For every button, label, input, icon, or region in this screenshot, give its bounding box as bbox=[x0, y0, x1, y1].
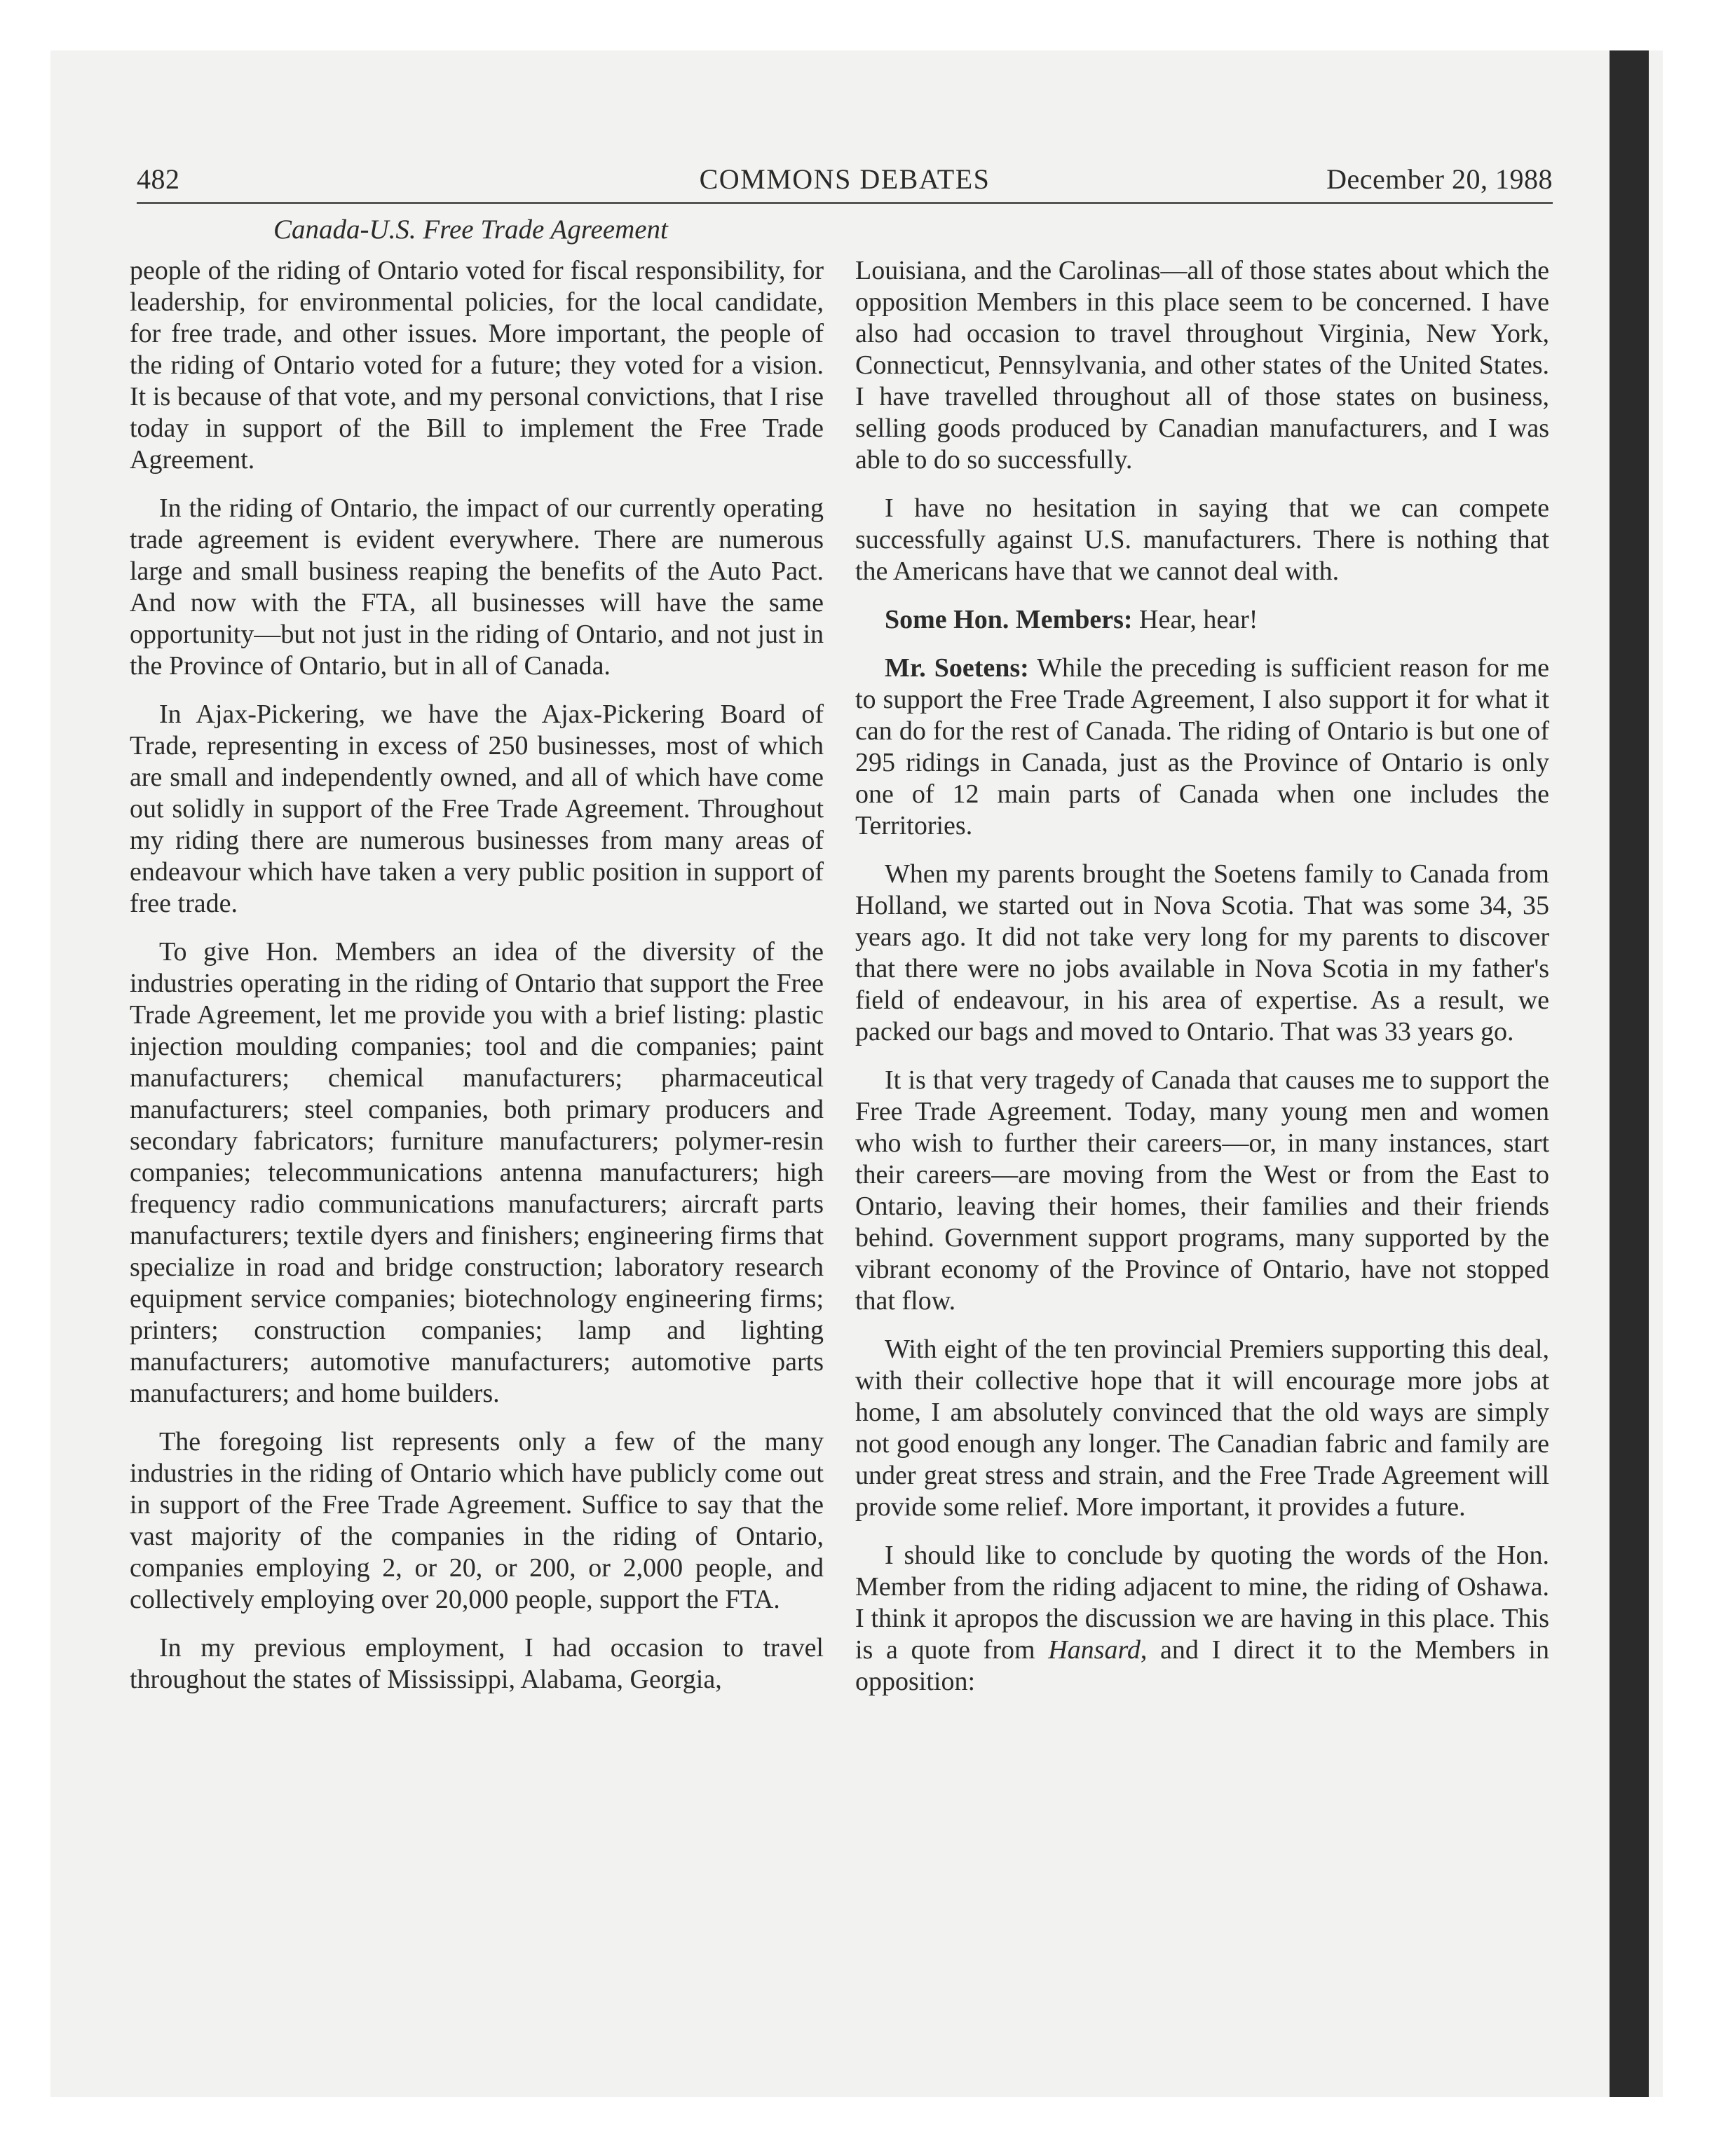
binding-edge bbox=[1610, 50, 1649, 2097]
publication-date: December 20, 1988 bbox=[1326, 163, 1553, 195]
paragraph: Louisiana, and the Carolinas—all of those states about which the opposition Members in this place seem to be concerned. I have also had occasion to travel throughout Virginia, New York, Connecticut, Pennsylvania, and other states of the United States. I have travelled throughout all of those states on business, selling goods produced by Canadian manufacturers, and I was able to do so successfully. bbox=[855, 256, 1549, 475]
hansard-citation: Hansard bbox=[1048, 1635, 1141, 1665]
right-column bbox=[855, 255, 1549, 1714]
paragraph: The foregoing list represents only a few of the many industries in the riding of Ontario which have publicly come out in support of the Free Trade Agreement. Suffice to say that the vast majority of the companies in the riding of Ontario, companies employing 2, or 20, or 200, or 2,000 people, and collectively employing over 20,000 people, support the FTA. bbox=[130, 1427, 824, 1614]
section-subheading: Canada-U.S. Free Trade Agreement bbox=[273, 214, 668, 245]
speaker-name: Mr. Soetens: bbox=[885, 653, 1029, 683]
interjection-text: Hear, hear! bbox=[1139, 605, 1258, 634]
paragraph: When my parents brought the Soetens family to Canada from Holland, we started out in Nova Scotia. That was some 34, 35 years ago. It did not take very long for my parents to discover that there were no jobs available in Nova Scotia in my father's field of endeavour, in his area of expertise. As a result, we packed our bags and moved to Ontario. That was 33 years go. bbox=[855, 859, 1549, 1046]
paragraph: With eight of the ten provincial Premiers supporting this deal, with their collective hope that it will encourage more jobs at home, I am absolutely convinced that the old ways are simply not good enough any longer. The Canadian fabric and family are under great stress and strain, and the Free Trade Agreement will provide some relief. More important, it provides a future. bbox=[855, 1335, 1549, 1522]
paragraph-text: , and I direct it to the Members in opposition: bbox=[855, 1635, 1549, 1696]
paragraph: In my previous employment, I had occasion to travel throughout the states of Mississippi, Alabama, Georgia, bbox=[130, 1633, 824, 1694]
left-column bbox=[130, 255, 824, 1712]
paragraph: It is that very tragedy of Canada that causes me to support the Free Trade Agreement. Today, many young men and women who wish to further their careers—or, in many instances, start their careers—are moving from the West or from the East to Ontario, leaving their homes, their families and their friends behind. Government support programs, many supported by the vibrant economy of the Province of Ontario, have not stopped that flow. bbox=[855, 1065, 1549, 1316]
speech-paragraph bbox=[855, 653, 1549, 842]
running-header bbox=[137, 160, 1553, 204]
speech-text: While the preceding is sufficient reason for me to support the Free Trade Agreement, I also support it for what it can do for the rest of Canada. The riding of Ontario is but one of 295 ridings in Canada, just as the Province of Ontario is only one of 12 main parts of Canada when one includes the Territories. bbox=[855, 653, 1549, 840]
publication-title: COMMONS DEBATES bbox=[699, 163, 991, 195]
paragraph-text: I should like to conclude by quoting the words of the Hon. Member from the riding adjacent to mine, the riding of Oshawa. I think it apropos the discussion we are having in this place. This is a quote from bbox=[855, 1541, 1549, 1665]
paragraph: To give Hon. Members an idea of the diversity of the industries operating in the riding of Ontario that support the Free Trade Agreement, let me provide you with a brief listing: plastic injection moulding companies; tool and die companies; paint manufacturers; chemical manufacturers; pharmaceutical manufacturers; steel companies, both primary producers and secondary fabricators; furniture manufacturers; polymer-resin companies; telecommunications antenna manufacturers; high frequency radio communications manufacturers; aircraft parts manufacturers; textile dyers and finishers; engineering firms that specialize in road and bridge construction; laboratory research equipment service companies; biotechnology engineering firms; printers; construction companies; lamp and lighting manufacturers; automotive manufacturers; automotive parts manufacturers; and home builders. bbox=[130, 937, 824, 1408]
paragraph: people of the riding of Ontario voted for fiscal responsibility, for leadership, for environmental policies, for the local candidate, for free trade, and other issues. More important, the people of the riding of Ontario voted for a future; they voted for a vision. It is because of that vote, and my personal convictions, that I rise today in support of the Bill to implement the Free Trade Agreement. bbox=[130, 256, 824, 475]
paragraph: I have no hesitation in saying that we can compete successfully against U.S. manufacturers. There is nothing that the Americans have that we cannot deal with. bbox=[855, 493, 1549, 586]
page-number: 482 bbox=[137, 163, 180, 195]
paragraph: In Ajax-Pickering, we have the Ajax-Pickering Board of Trade, representing in excess of 250 businesses, most of which are small and independently owned, and all of which have come out solidly in support of the Free Trade Agreement. Throughout my riding there are numerous businesses from many areas of endeavour which have taken a very public position in support of free trade. bbox=[130, 700, 824, 918]
paragraph: In the riding of Ontario, the impact of our currently operating trade agreement is evident everywhere. There are numerous large and small business reaping the benefits of the Auto Pact. And now with the FTA, all businesses will have the same opportunity—but not just in the riding of Ontario, and not just in the Province of Ontario, but in all of Canada. bbox=[130, 493, 824, 681]
speaker-name: Some Hon. Members: bbox=[885, 605, 1133, 634]
paragraph bbox=[855, 1540, 1549, 1698]
interjection bbox=[855, 604, 1549, 636]
